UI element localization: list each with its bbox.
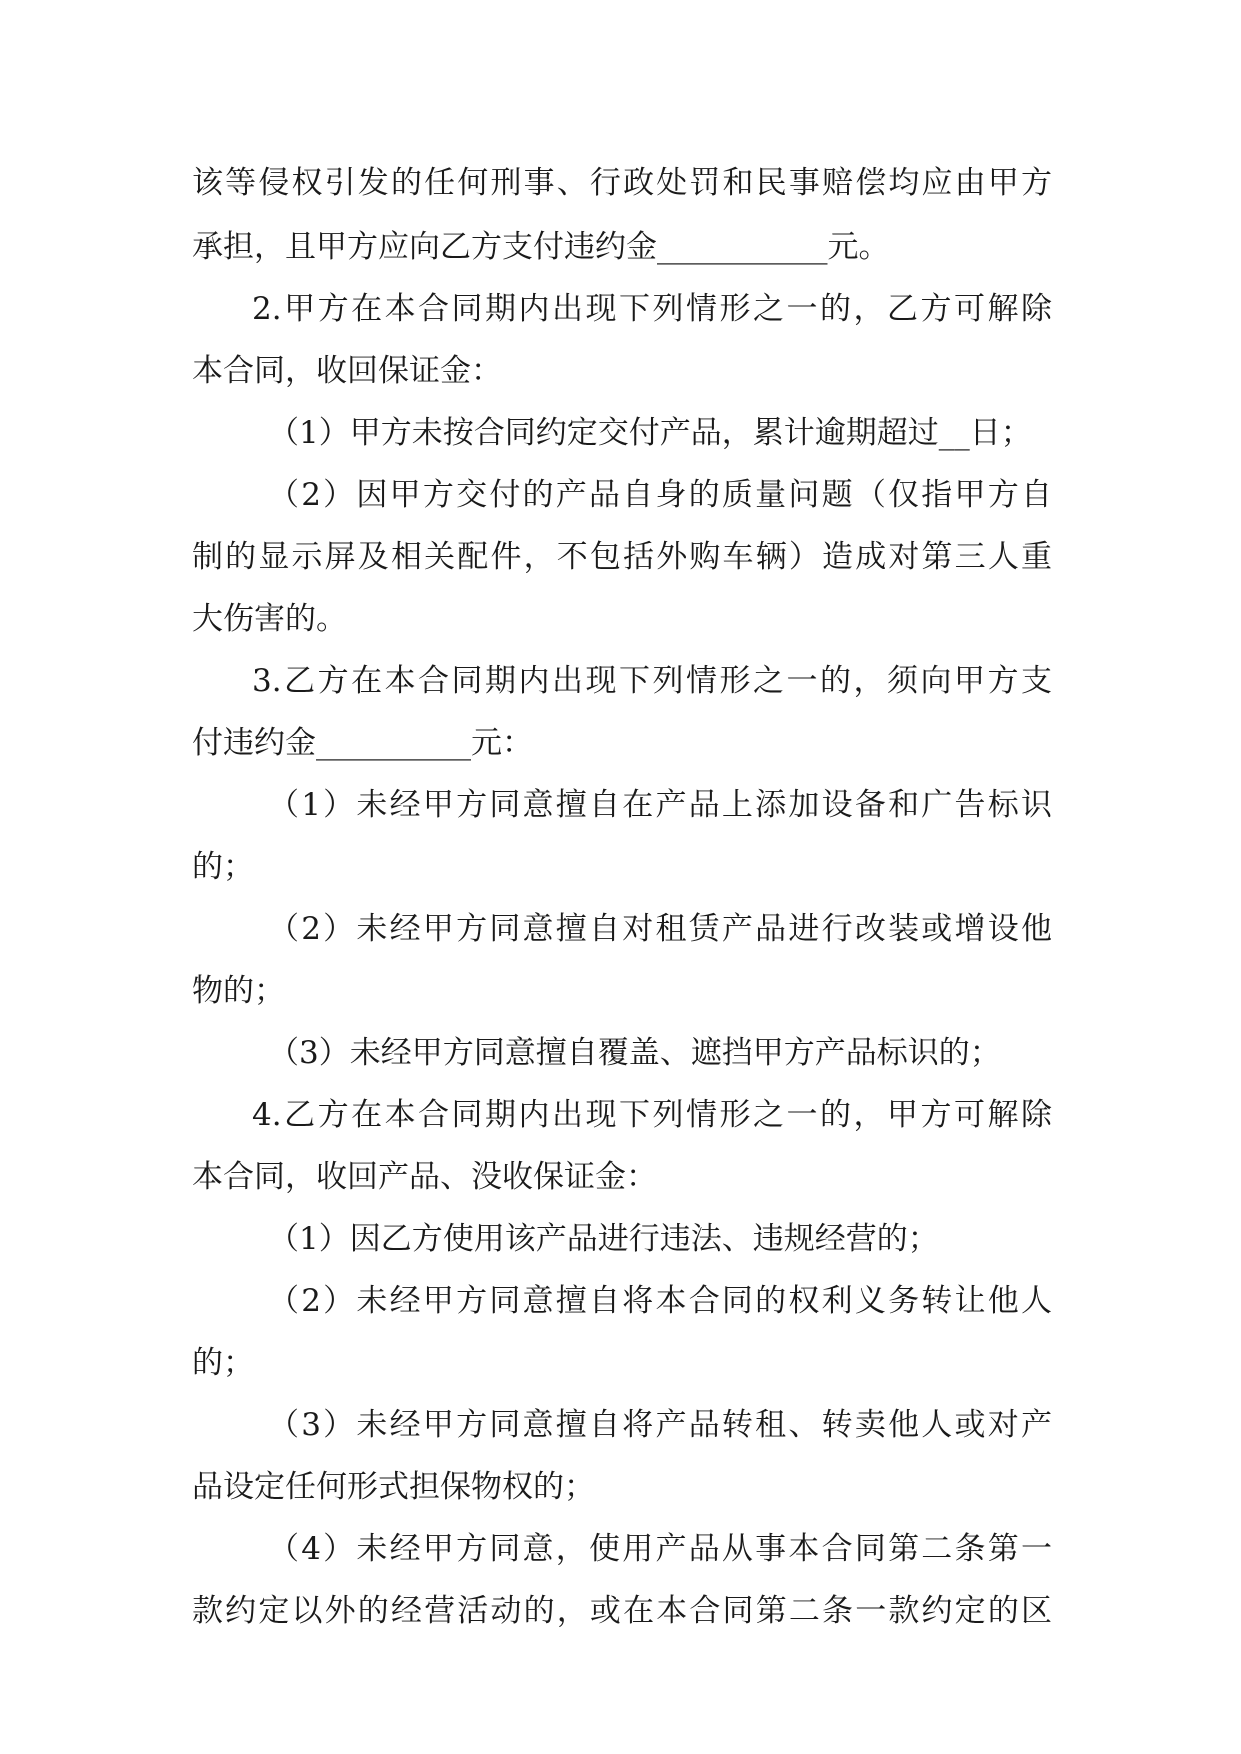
text-line: 2.甲方在本合同期内出现下列情形之一的，乙方可解除: [252, 291, 1052, 327]
text-line: 4.乙方在本合同期内出现下列情形之一的，甲方可解除: [252, 1097, 1052, 1133]
text-line: 本合同，收回保证金：: [192, 353, 502, 389]
text-line: （4）未经甲方同意，使用产品从事本合同第二条第一: [268, 1531, 1052, 1567]
text-line: 制的显示屏及相关配件，不包括外购车辆）造成对第三人重: [192, 539, 1052, 575]
text-line: 的；: [192, 1345, 254, 1381]
text-line: 款约定以外的经营活动的，或在本合同第二条一款约定的区: [192, 1593, 1052, 1629]
text-line: 品设定任何形式担保物权的；: [192, 1469, 595, 1505]
text-line: 的；: [192, 849, 254, 885]
text-line: （2）因甲方交付的产品自身的质量问题（仅指甲方自: [268, 477, 1052, 513]
text-line: （1）甲方未按合同约定交付产品，累计逾期超过__日；: [268, 415, 1032, 451]
text-line: 物的；: [192, 973, 285, 1009]
text-line: （3）未经甲方同意擅自覆盖、遮挡甲方产品标识的；: [268, 1035, 1001, 1071]
text-line: 大伤害的。: [192, 601, 347, 637]
text-line: 该等侵权引发的任何刑事、行政处罚和民事赔偿均应由甲方: [192, 165, 1052, 201]
text-line: 付违约金__________元：: [192, 725, 533, 761]
text-line: （1）未经甲方同意擅自在产品上添加设备和广告标识: [268, 787, 1052, 823]
text-line: 3.乙方在本合同期内出现下列情形之一的，须向甲方支: [252, 663, 1052, 699]
text-line: （3）未经甲方同意擅自将产品转租、转卖他人或对产: [268, 1407, 1052, 1443]
text-line: （1）因乙方使用该产品进行违法、违规经营的；: [268, 1221, 939, 1257]
text-line: （2）未经甲方同意擅自对租赁产品进行改装或增设他: [268, 911, 1052, 947]
text-line: 承担，且甲方应向乙方支付违约金___________元。: [192, 229, 890, 265]
text-line: （2）未经甲方同意擅自将本合同的权利义务转让他人: [268, 1283, 1052, 1319]
text-line: 本合同，收回产品、没收保证金：: [192, 1159, 657, 1195]
